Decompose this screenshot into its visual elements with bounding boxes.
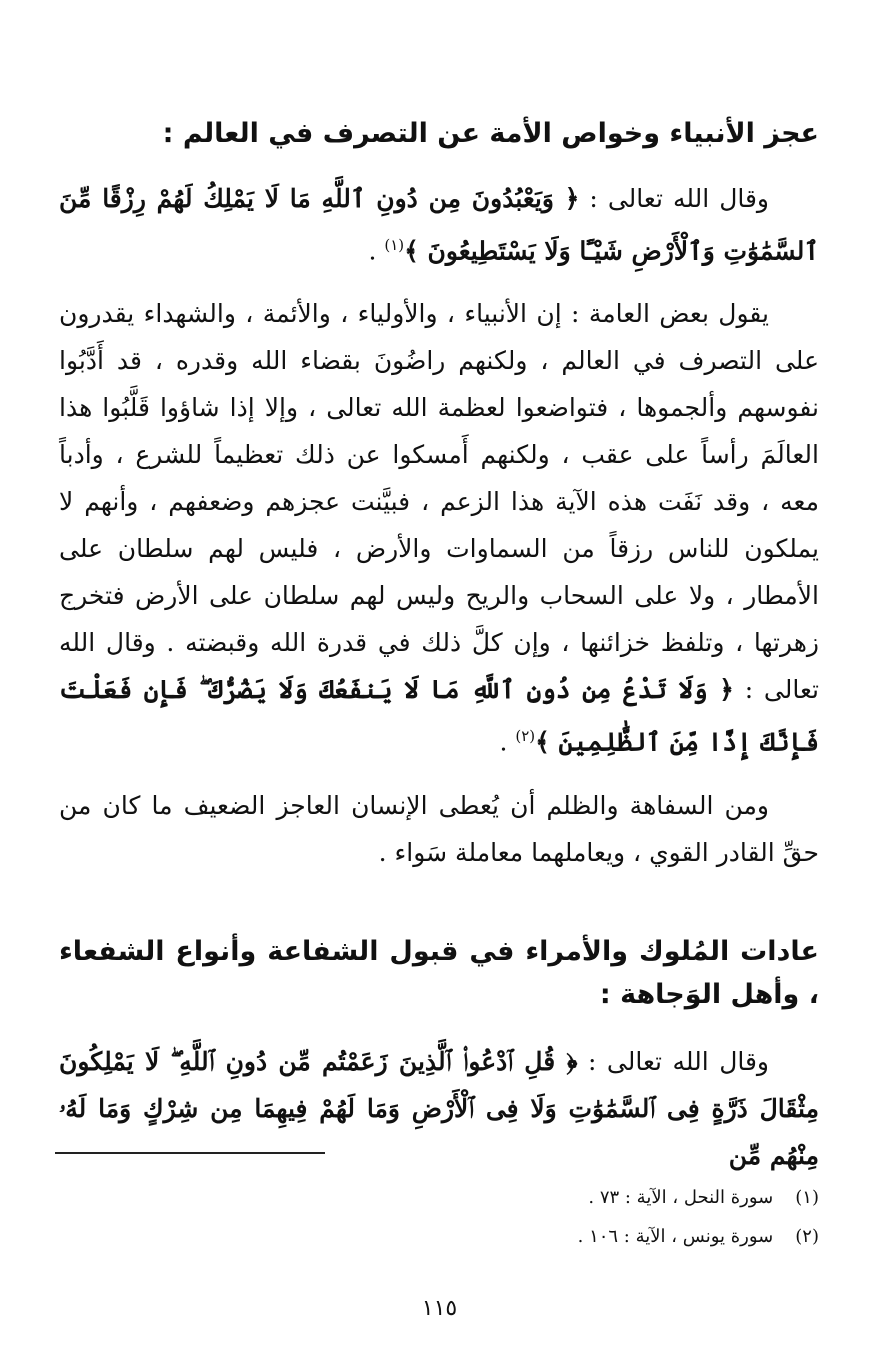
paragraph-4-intro: وقال الله تعالى : <box>587 1047 770 1076</box>
paragraph-2 <box>59 290 819 765</box>
paragraph-1-intro: وقال الله تعالى : <box>589 184 769 213</box>
footnote-1-text: سورة النحل ، الآية : ٧٣ . <box>588 1187 774 1208</box>
footnote-ref-2: (٢) <box>515 727 536 745</box>
section-heading-1: عجز الأنبياء وخواص الأمة عن التصرف في العالم : <box>162 118 819 149</box>
footnote-2 <box>59 1222 819 1252</box>
quran-verse-1: ﴿ وَيَعْبُدُونَ مِن دُونِ ٱللَّهِ مَا لَا يَمْلِكُ لَهُمْ رِزْقًا مِّنَ ٱلسَّمَٰوَٰتِ وَٱلْأَرْضِ شَيْـًٔا وَلَا يَسْتَطِيعُونَ ﴾ <box>59 184 819 266</box>
paragraph-1-end: . <box>368 236 377 266</box>
footnote-1 <box>59 1183 819 1213</box>
footnote-separator <box>55 1152 325 1154</box>
footnote-2-number: (٢) <box>795 1226 819 1247</box>
footnote-1-number: (١) <box>795 1187 819 1208</box>
quran-verse-3: ﴿ قُلِ ٱدْعُوا۟ ٱلَّذِينَ زَعَمْتُم مِّن دُونِ ٱللَّهِ ۖ لَا يَمْلِكُونَ مِثْقَالَ ذَرَّةٍ فِى ٱلسَّمَٰوَٰتِ وَلَا فِى ٱلْأَرْضِ وَمَا لَهُمْ فِيهِمَا مِن شِرْكٍ وَمَا لَهُۥ مِنْهُم مِّن <box>59 1047 819 1170</box>
footnote-2-text: سورة يونس ، الآية : ١٠٦ . <box>577 1226 774 1247</box>
section-heading-2: عادات المُلوك والأمراء في قبول الشفاعة وأنواع الشفعاء ، وأهل الوَجاهة : <box>59 936 819 1011</box>
footnote-ref-1: (١) <box>384 236 405 254</box>
paragraph-3: ومن السفاهة والظلم أن يُعطى الإنسان العاجز الضعيف ما كان من حقِّ القادر القوي ، ويعاملهما معاملة سَواء . <box>59 791 819 867</box>
paragraph-1 <box>59 175 819 274</box>
page-number: ١١٥ <box>421 1296 458 1321</box>
paragraph-4 <box>59 1038 819 1179</box>
paragraph-2-text: يقول بعض العامة : إن الأنبياء ، والأولياء ، والأئمة ، والشهداء يقدرون على التصرف في العالم ، ولكنهم راضُونَ بقضاء الله وقدره ، قد أَدَّبُوا نفوسهم وألجموها ، فتواضعوا لعظمة الله تعالى ، وإلا إذا شاؤوا قَلَّبُوا هذا العالَمَ رأساً على عقب ، ولكنهم أَمسكوا عن ذلك تعظيماً للشرع ، وأدباً معه ، وقد نَفَت هذه الآية هذا الزعم ، فبيَّنت عجزهم وضعفهم ، وأنهم لا يملكون للناس رزقاً من السماوات والأرض ، فليس لهم سلطان على الأمطار ، ولا على السحاب والريح وليس لهم سلطان على الأرض فتخرج زهرتها ، وتلفظ خزائنها ، وإن كلَّ ذلك في قدرة الله وقبضته . وقال الله تعالى : <box>59 299 819 704</box>
quran-verse-2: ﴿ وَلَا تَدْعُ مِن دُونِ ٱللَّهِ مَا لَا يَنفَعُكَ وَلَا يَضُرُّكَ ۖ فَإِن فَعَلْتَ فَإِنَّكَ إِذًا مِّنَ ٱلظَّٰلِمِينَ ﴾ <box>59 675 819 757</box>
paragraph-2-end: . <box>499 727 508 757</box>
